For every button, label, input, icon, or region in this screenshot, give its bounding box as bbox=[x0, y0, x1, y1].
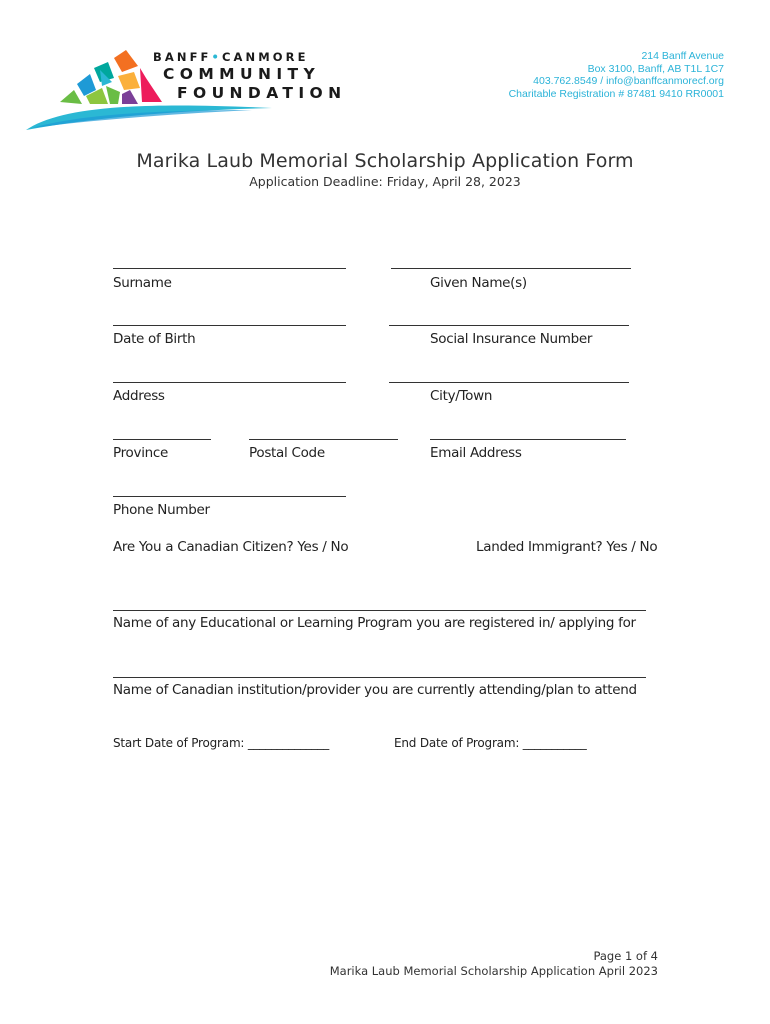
start-date-field[interactable]: Start Date of Program: ______________ bbox=[113, 736, 330, 750]
contact-address: 214 Banff Avenue bbox=[641, 50, 724, 62]
sin-label: Social Insurance Number bbox=[430, 331, 593, 347]
program-field-line[interactable] bbox=[113, 610, 646, 611]
postal-code-label: Postal Code bbox=[249, 445, 325, 461]
province-field-line[interactable] bbox=[113, 439, 211, 440]
end-date-field[interactable]: End Date of Program: ___________ bbox=[394, 736, 587, 750]
dob-label: Date of Birth bbox=[113, 331, 196, 347]
contact-charity: Charitable Registration # 87481 9410 RR0001 bbox=[508, 87, 724, 100]
surname-label: Surname bbox=[113, 275, 172, 291]
email-label: Email Address bbox=[430, 445, 522, 461]
logo-line-3: FOUNDATION bbox=[177, 84, 347, 102]
email-field-line[interactable] bbox=[430, 439, 626, 440]
contact-block bbox=[509, 50, 724, 100]
address-field-line[interactable] bbox=[113, 382, 346, 383]
logo-tile bbox=[140, 68, 162, 102]
city-label: City/Town bbox=[430, 388, 493, 404]
address-label: Address bbox=[113, 388, 165, 404]
logo-tile bbox=[118, 72, 140, 90]
institution-field-line[interactable] bbox=[113, 677, 646, 678]
contact-box: Box 3100, Banff, AB T1L 1C7 bbox=[587, 62, 724, 75]
form-deadline: Application Deadline: Friday, April 28, 2023 bbox=[249, 174, 521, 189]
phone-label: Phone Number bbox=[113, 502, 210, 518]
immigrant-question[interactable]: Landed Immigrant? Yes / No bbox=[476, 539, 658, 555]
footer-doc-title: Marika Laub Memorial Scholarship Application April 2023 bbox=[329, 964, 658, 978]
logo-line-2: COMMUNITY bbox=[163, 65, 321, 83]
logo-line-1: BANFF•CANMORE bbox=[153, 50, 309, 64]
surname-field-line[interactable] bbox=[113, 268, 346, 269]
dob-field-line[interactable] bbox=[113, 325, 346, 326]
logo-swoosh bbox=[26, 106, 272, 130]
city-field-line[interactable] bbox=[389, 382, 629, 383]
footer-page-number: Page 1 of 4 bbox=[593, 949, 658, 963]
logo-tile bbox=[60, 90, 82, 104]
province-label: Province bbox=[113, 445, 169, 461]
given-names-label: Given Name(s) bbox=[430, 275, 527, 291]
given-names-field-line[interactable] bbox=[391, 268, 631, 269]
logo-tile bbox=[106, 86, 120, 104]
contact-phone-email: 403.762.8549 / info@banffcanmorecf.org bbox=[533, 75, 724, 88]
program-label: Name of any Educational or Learning Program you are registered in/ applying for bbox=[113, 615, 636, 631]
postal-code-field-line[interactable] bbox=[249, 439, 398, 440]
institution-label: Name of Canadian institution/provider you are currently attending/plan to attend bbox=[113, 682, 637, 698]
form-title: Marika Laub Memorial Scholarship Application Form bbox=[136, 150, 634, 172]
logo-tile bbox=[114, 50, 138, 72]
sin-field-line[interactable] bbox=[389, 325, 629, 326]
phone-field-line[interactable] bbox=[113, 496, 346, 497]
logo-tile bbox=[122, 90, 138, 104]
citizen-question[interactable]: Are You a Canadian Citizen? Yes / No bbox=[113, 539, 349, 555]
